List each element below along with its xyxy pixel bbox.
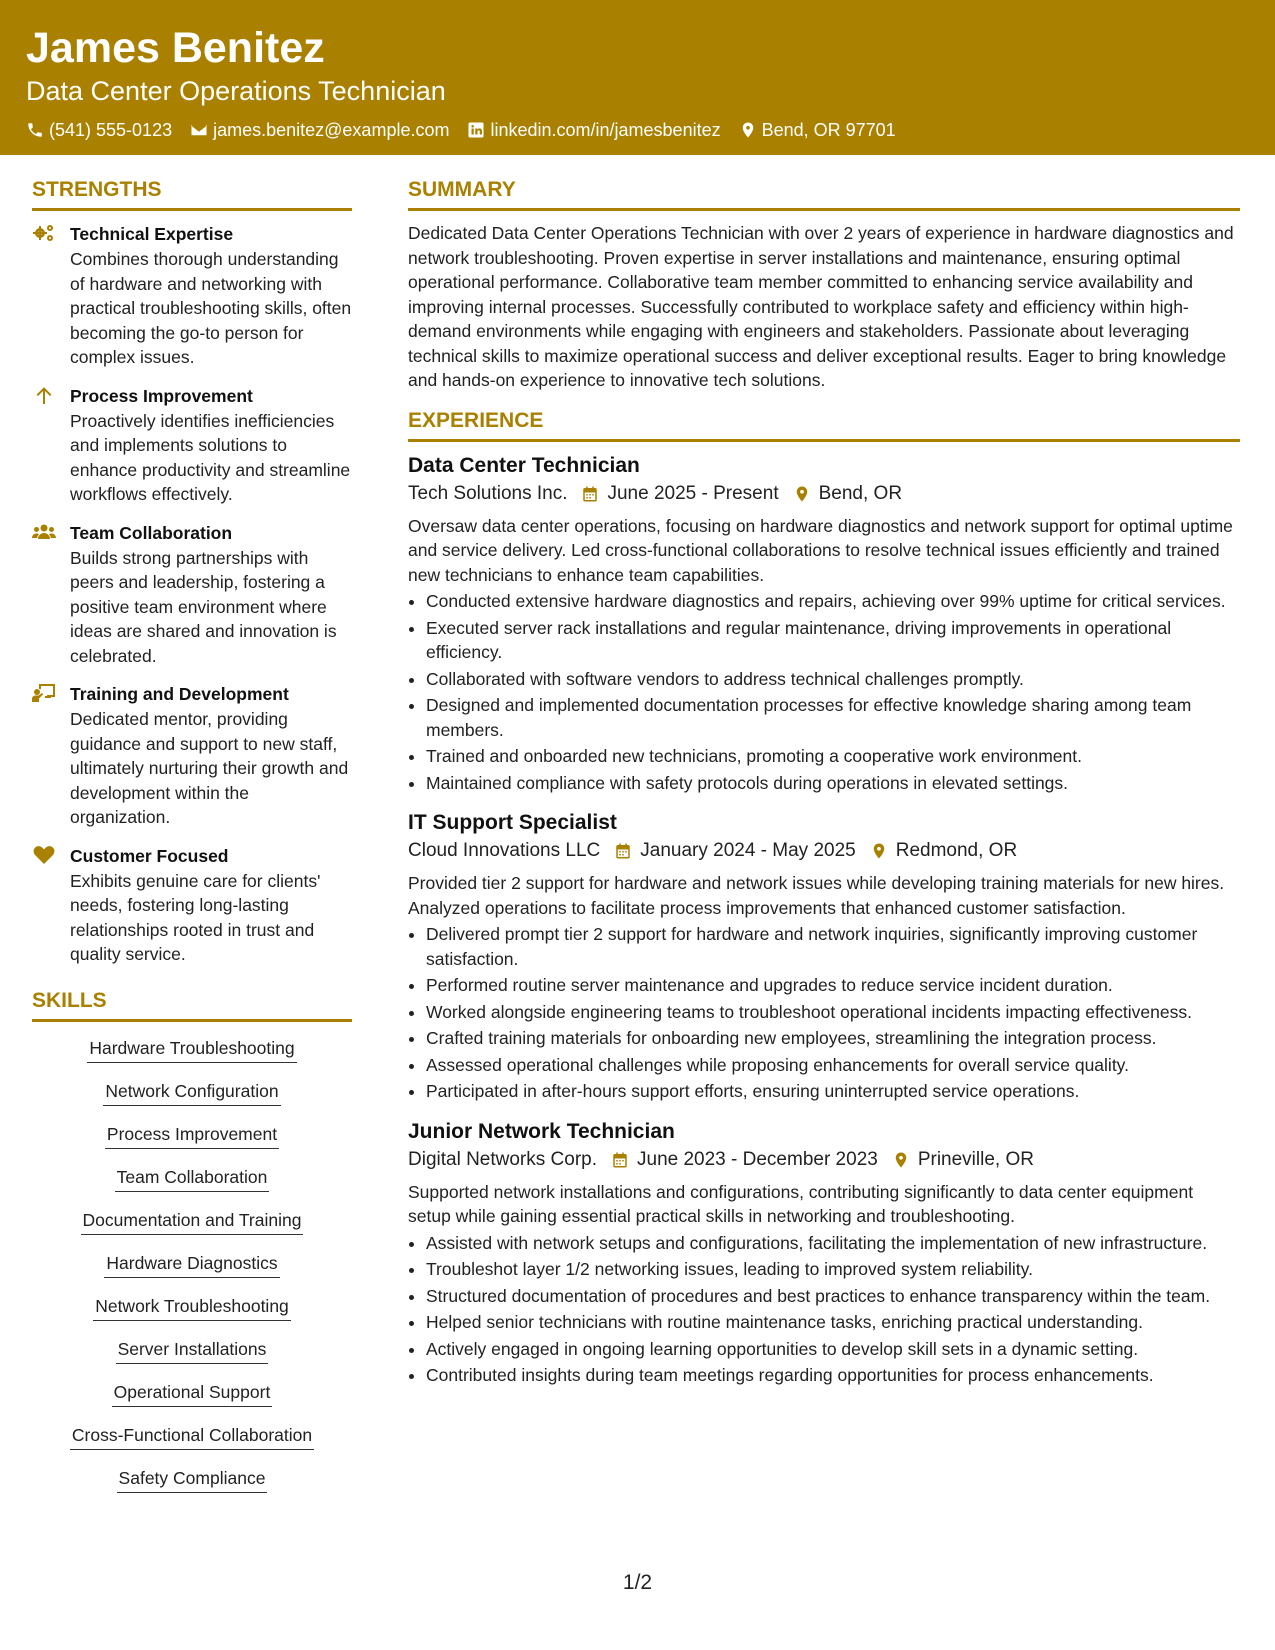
job-bullet: • Troubleshot layer 1/2 networking issues, leading to improved system reliability. bbox=[426, 1257, 1240, 1282]
job-bullet: • Helped senior technicians with routine maintenance tasks, enriching practical understanding. bbox=[426, 1310, 1240, 1335]
job-bullet: • Structured documentation of procedures and best practices to enhance transparency within the team. bbox=[426, 1284, 1240, 1309]
job-entry bbox=[408, 809, 1240, 1104]
contact-linkedin[interactable] bbox=[467, 118, 720, 142]
strength-item bbox=[32, 681, 352, 830]
strengths-heading: STRENGTHS bbox=[32, 176, 352, 211]
strength-desc: Builds strong partnerships with peers and leadership, fostering a positive team environment where ideas are shared and innovation is celebrated. bbox=[70, 547, 337, 666]
skill-item: Process Improvement bbox=[105, 1122, 279, 1149]
resume-header bbox=[0, 0, 1275, 155]
skill-item: Safety Compliance bbox=[117, 1466, 268, 1493]
skill-item: Cross-Functional Collaboration bbox=[70, 1423, 314, 1450]
left-column bbox=[32, 176, 352, 1509]
candidate-name: James Benitez bbox=[26, 24, 325, 72]
skill-item: Operational Support bbox=[112, 1380, 273, 1407]
map-pin-icon bbox=[870, 842, 888, 860]
job-location: Bend, OR bbox=[818, 482, 903, 504]
job-bullet: • Performed routine server maintenance and upgrades to reduce service incident duration. bbox=[426, 973, 1240, 998]
location-text: Bend, OR 97701 bbox=[761, 120, 896, 140]
strength-item bbox=[32, 221, 352, 370]
job-entry bbox=[408, 452, 1240, 796]
strength-item bbox=[32, 520, 352, 669]
heart-icon bbox=[32, 845, 56, 865]
job-bullet: • Executed server rack installations and regular maintenance, driving improvements in operational efficiency. bbox=[426, 616, 1240, 665]
users-icon bbox=[32, 522, 56, 542]
job-bullet: • Assisted with network setups and configurations, facilitating the implementation of new infrastructure. bbox=[426, 1231, 1240, 1256]
job-bullet: • Delivered prompt tier 2 support for hardware and network inquiries, significantly improving customer satisfaction. bbox=[426, 922, 1240, 971]
linkedin-text[interactable]: linkedin.com/in/jamesbenitez bbox=[490, 120, 721, 140]
gears-icon bbox=[32, 223, 56, 243]
page-number: 1/2 bbox=[622, 1571, 653, 1594]
skills-heading: SKILLS bbox=[32, 987, 352, 1022]
job-title: Data Center Technician bbox=[408, 453, 640, 477]
skill-item: Hardware Diagnostics bbox=[104, 1251, 279, 1278]
contact-bar bbox=[26, 118, 1249, 142]
contact-email[interactable] bbox=[190, 118, 449, 142]
strength-desc: Combines thorough understanding of hardware and networking with practical troubleshooting skills, often becoming the go-to person for complex issues. bbox=[70, 249, 352, 367]
strength-title: Technical Expertise bbox=[70, 224, 234, 244]
job-location: Redmond, OR bbox=[895, 840, 1018, 861]
job-company: Cloud Innovations LLC bbox=[408, 840, 601, 861]
job-dates: January 2024 - May 2025 bbox=[640, 840, 856, 861]
job-bullets bbox=[408, 1231, 1240, 1388]
job-dates: June 2023 - December 2023 bbox=[637, 1148, 878, 1170]
strength-title: Training and Development bbox=[70, 684, 289, 704]
skill-item: Documentation and Training bbox=[81, 1208, 304, 1235]
email-text[interactable]: james.benitez@example.com bbox=[213, 120, 450, 140]
contact-location bbox=[739, 118, 896, 142]
job-description: Oversaw data center operations, focusing on hardware diagnostics and network support for optimal uptime and service delivery. Led cross-functional collaborations to resolve technical issues efficiently and trained new technicians to enhance team capabilities. bbox=[408, 515, 1233, 585]
job-description: Supported network installations and configurations, contributing significantly to data center equipment setup while gaining essential practical skills in networking and troubleshooting. bbox=[408, 1181, 1194, 1226]
arrow-up-icon bbox=[32, 385, 56, 405]
strength-title: Team Collaboration bbox=[70, 522, 233, 543]
strength-desc: Exhibits genuine care for clients' needs, fostering long-lasting relationships rooted in trust and quality service. bbox=[70, 870, 321, 964]
strength-desc: Proactively identifies inefficiencies and implements solutions to enhance productivity and streamline workflows effectively. bbox=[70, 410, 351, 504]
phone-icon bbox=[26, 121, 44, 139]
job-location: Prineville, OR bbox=[917, 1148, 1034, 1170]
job-bullet: • Contributed insights during team meetings regarding opportunities for process enhancements. bbox=[426, 1363, 1240, 1388]
job-bullet: • Maintained compliance with safety protocols during operations in elevated settings. bbox=[426, 771, 1240, 796]
strength-item bbox=[32, 383, 352, 507]
job-entry bbox=[408, 1118, 1240, 1388]
calendar-icon bbox=[581, 485, 599, 503]
strength-title: Customer Focused bbox=[70, 845, 229, 866]
job-company: Tech Solutions Inc. bbox=[408, 482, 568, 504]
map-pin-icon bbox=[892, 1151, 910, 1169]
strength-desc: Dedicated mentor, providing guidance and support to new staff, ultimately nurturing their growth and development within the organization. bbox=[70, 709, 349, 827]
calendar-icon bbox=[611, 1151, 629, 1169]
chalkboard-teacher-icon bbox=[32, 683, 56, 703]
experience-heading: EXPERIENCE bbox=[408, 407, 1240, 442]
map-pin-icon bbox=[793, 485, 811, 503]
skills-list bbox=[32, 1032, 352, 1509]
skill-item: Network Troubleshooting bbox=[93, 1294, 291, 1321]
job-bullet: • Designed and implemented documentation processes for effective knowledge sharing among team members. bbox=[426, 693, 1240, 742]
right-column bbox=[408, 176, 1240, 1402]
skill-item: Server Installations bbox=[116, 1337, 269, 1364]
strength-title: Process Improvement bbox=[70, 385, 253, 406]
strength-item bbox=[32, 843, 352, 967]
job-bullets bbox=[408, 589, 1240, 795]
envelope-icon bbox=[190, 121, 208, 139]
job-title: IT Support Specialist bbox=[408, 811, 617, 834]
linkedin-icon bbox=[467, 121, 485, 139]
job-bullet: • Participated in after-hours support efforts, ensuring uninterrupted service operations. bbox=[426, 1079, 1240, 1104]
summary-heading: SUMMARY bbox=[408, 176, 1240, 211]
job-bullet: • Trained and onboarded new technicians, promoting a cooperative work environment. bbox=[426, 744, 1240, 769]
job-bullet: • Worked alongside engineering teams to troubleshoot operational incidents impacting effectiveness. bbox=[426, 1000, 1240, 1025]
skill-item: Network Configuration bbox=[103, 1079, 280, 1106]
phone-text: (541) 555-0123 bbox=[49, 120, 173, 140]
job-bullet: • Crafted training materials for onboarding new employees, streamlining the integration process. bbox=[426, 1026, 1240, 1051]
job-dates: June 2025 - Present bbox=[607, 482, 779, 504]
candidate-title: Data Center Operations Technician bbox=[26, 76, 446, 106]
job-bullet: • Actively engaged in ongoing learning opportunities to develop skill sets in a dynamic setting. bbox=[426, 1337, 1240, 1362]
job-bullet: • Assessed operational challenges while proposing enhancements for overall service quality. bbox=[426, 1053, 1240, 1078]
job-company: Digital Networks Corp. bbox=[408, 1148, 597, 1170]
calendar-icon bbox=[614, 842, 632, 860]
job-bullet: • Collaborated with software vendors to address technical challenges promptly. bbox=[426, 667, 1240, 692]
job-meta bbox=[408, 480, 1240, 508]
job-bullets bbox=[408, 922, 1240, 1104]
summary-text: Dedicated Data Center Operations Technician with over 2 years of experience in hardware diagnostics and network troubleshooting. Proven expertise in server installations and maintenance, ensuring optimal operational performance. Collaborative team member committed to enhancing service availability and improving internal processes. Successfully contributed to workplace safety and efficiency within high-demand environments while engaging with engineers and stakeholders. Passionate about leveraging technical skills to maximize operational success and deliver exceptional results. Eager to bring knowledge and hands-on experience to innovative tech solutions. bbox=[408, 223, 1234, 390]
job-bullet: • Conducted extensive hardware diagnostics and repairs, achieving over 99% uptime for critical services. bbox=[426, 589, 1240, 614]
job-title: Junior Network Technician bbox=[408, 1119, 675, 1143]
job-meta bbox=[408, 1146, 1240, 1174]
job-meta bbox=[408, 837, 1240, 865]
contact-phone bbox=[26, 118, 172, 142]
skill-item: Hardware Troubleshooting bbox=[87, 1036, 296, 1063]
skill-item: Team Collaboration bbox=[115, 1165, 270, 1192]
map-pin-icon bbox=[739, 121, 757, 139]
job-description: Provided tier 2 support for hardware and network issues while developing training materials for new hires. Analyzed operations to facilitate process improvements that enhanced customer satisfaction. bbox=[408, 873, 1225, 918]
